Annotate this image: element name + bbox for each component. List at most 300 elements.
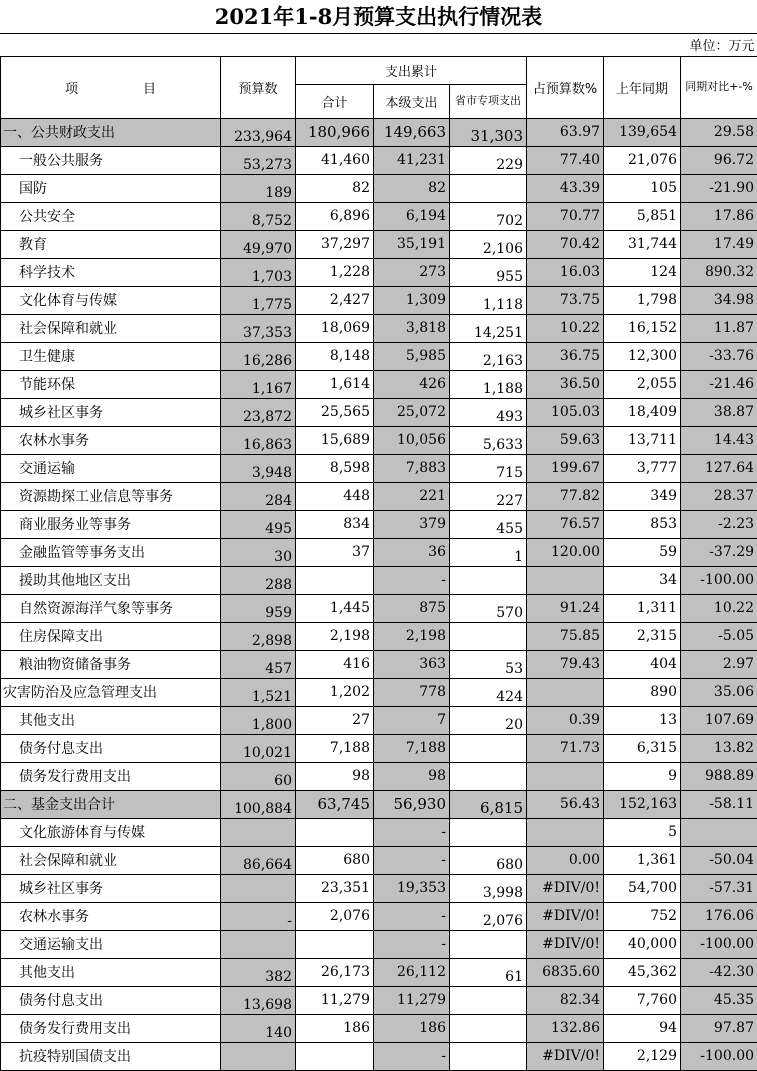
pct-budget-cell: #DIV/0!	[527, 930, 604, 958]
header-budget: 预算数	[221, 56, 296, 118]
budget-cell: 284	[221, 482, 296, 510]
row-name: 粮油物资储备事务	[1, 650, 221, 678]
provincial-cell	[450, 986, 527, 1014]
yoy-cell: -21.90	[681, 174, 757, 202]
row-name: 公共安全	[1, 202, 221, 230]
provincial-cell: 61	[450, 958, 527, 986]
local-cell: 82	[374, 174, 450, 202]
table-row	[1, 370, 757, 398]
table-row	[1, 958, 757, 986]
last-year-cell: 34	[604, 566, 681, 594]
total-cell: 1,445	[296, 594, 374, 622]
pct-budget-cell: 63.97	[527, 118, 604, 146]
last-year-cell: 18,409	[604, 398, 681, 426]
last-year-cell: 40,000	[604, 930, 681, 958]
provincial-cell: 424	[450, 678, 527, 706]
budget-cell: 233,964	[221, 118, 296, 146]
provincial-cell: 680	[450, 846, 527, 874]
yoy-cell: 988.89	[681, 762, 757, 790]
pct-budget-cell: 76.57	[527, 510, 604, 538]
provincial-cell	[450, 818, 527, 846]
total-cell: 63,745	[296, 790, 374, 818]
unit-label: 单位：万元	[689, 39, 755, 55]
row-name: 交通运输	[1, 454, 221, 482]
table-row	[1, 818, 757, 846]
table-body	[1, 118, 757, 1070]
yoy-cell: 13.82	[681, 734, 757, 762]
local-cell: 778	[374, 678, 450, 706]
total-cell: 2,427	[296, 286, 374, 314]
provincial-cell: 570	[450, 594, 527, 622]
pct-budget-cell: 79.43	[527, 650, 604, 678]
provincial-cell: 955	[450, 258, 527, 286]
yoy-cell: -100.00	[681, 930, 757, 958]
table-row	[1, 314, 757, 342]
budget-cell: 1,775	[221, 286, 296, 314]
last-year-cell: 54,700	[604, 874, 681, 902]
total-cell: 11,279	[296, 986, 374, 1014]
row-name: 住房保障支出	[1, 622, 221, 650]
budget-cell: 100,884	[221, 790, 296, 818]
last-year-cell: 139,654	[604, 118, 681, 146]
row-name: 科学技术	[1, 258, 221, 286]
total-cell: 37	[296, 538, 374, 566]
provincial-cell	[450, 1014, 527, 1042]
last-year-cell: 2,055	[604, 370, 681, 398]
budget-cell: 53,273	[221, 146, 296, 174]
pct-budget-cell: 6835.60	[527, 958, 604, 986]
yoy-cell: -21.46	[681, 370, 757, 398]
budget-cell: 288	[221, 566, 296, 594]
total-cell: 23,351	[296, 874, 374, 902]
budget-cell: 37,353	[221, 314, 296, 342]
row-name: 社会保障和就业	[1, 846, 221, 874]
last-year-cell: 16,152	[604, 314, 681, 342]
table-row	[1, 930, 757, 958]
local-cell: -	[374, 902, 450, 930]
total-cell: 8,598	[296, 454, 374, 482]
pct-budget-cell: 0.39	[527, 706, 604, 734]
pct-budget-cell: #DIV/0!	[527, 1042, 604, 1070]
last-year-cell: 1,798	[604, 286, 681, 314]
local-cell: -	[374, 1042, 450, 1070]
last-year-cell: 349	[604, 482, 681, 510]
budget-cell: 1,521	[221, 678, 296, 706]
total-cell: 2,076	[296, 902, 374, 930]
yoy-cell: 890.32	[681, 258, 757, 286]
yoy-cell: 45.35	[681, 986, 757, 1014]
yoy-cell: 2.97	[681, 650, 757, 678]
local-cell: 19,353	[374, 874, 450, 902]
pct-budget-cell: 105.03	[527, 398, 604, 426]
header-row-1	[1, 56, 757, 84]
row-name: 债务发行费用支出	[1, 1014, 221, 1042]
provincial-cell: 455	[450, 510, 527, 538]
yoy-cell: 34.98	[681, 286, 757, 314]
row-name: 商业服务业等事务	[1, 510, 221, 538]
header-cumulative: 支出累计	[296, 56, 527, 84]
table-row	[1, 902, 757, 930]
total-cell: 26,173	[296, 958, 374, 986]
pct-budget-cell: 56.43	[527, 790, 604, 818]
table-row	[1, 426, 757, 454]
row-name: 农林水事务	[1, 902, 221, 930]
total-cell: 27	[296, 706, 374, 734]
local-cell: 7,188	[374, 734, 450, 762]
yoy-cell: 127.64	[681, 454, 757, 482]
yoy-cell: 11.87	[681, 314, 757, 342]
total-cell: 1,614	[296, 370, 374, 398]
local-cell: 875	[374, 594, 450, 622]
local-cell: -	[374, 846, 450, 874]
provincial-cell	[450, 734, 527, 762]
header-pct-budget: 占预算数%	[527, 56, 604, 118]
total-cell: 7,188	[296, 734, 374, 762]
header-last-year: 上年同期	[604, 56, 681, 118]
row-name: 金融监管等事务支出	[1, 538, 221, 566]
yoy-cell: -37.29	[681, 538, 757, 566]
budget-cell: 8,752	[221, 202, 296, 230]
pct-budget-cell: 71.73	[527, 734, 604, 762]
pct-budget-cell: 82.34	[527, 986, 604, 1014]
local-cell: 56,930	[374, 790, 450, 818]
table-row	[1, 202, 757, 230]
table-row	[1, 566, 757, 594]
last-year-cell: 752	[604, 902, 681, 930]
yoy-cell: -42.30	[681, 958, 757, 986]
budget-cell: 1,800	[221, 706, 296, 734]
row-name: 资源勘探工业信息等事务	[1, 482, 221, 510]
last-year-cell: 1,311	[604, 594, 681, 622]
budget-cell: 23,872	[221, 398, 296, 426]
row-name: 自然资源海洋气象等事务	[1, 594, 221, 622]
pct-budget-cell: 0.00	[527, 846, 604, 874]
local-cell: 2,198	[374, 622, 450, 650]
local-cell: 11,279	[374, 986, 450, 1014]
yoy-cell: 97.87	[681, 1014, 757, 1042]
table-row	[1, 622, 757, 650]
last-year-cell: 13	[604, 706, 681, 734]
row-name: 一、公共财政支出	[1, 118, 221, 146]
local-cell: 5,985	[374, 342, 450, 370]
pct-budget-cell: 70.77	[527, 202, 604, 230]
yoy-cell: 29.58	[681, 118, 757, 146]
budget-cell: 189	[221, 174, 296, 202]
yoy-cell	[681, 818, 757, 846]
local-cell: 186	[374, 1014, 450, 1042]
table-row	[1, 342, 757, 370]
budget-cell: 1,703	[221, 258, 296, 286]
table-row	[1, 874, 757, 902]
last-year-cell: 2,315	[604, 622, 681, 650]
row-name: 卫生健康	[1, 342, 221, 370]
local-cell: -	[374, 566, 450, 594]
total-cell: 834	[296, 510, 374, 538]
header-local: 本级支出	[374, 84, 450, 118]
yoy-cell: 17.86	[681, 202, 757, 230]
total-cell: 41,460	[296, 146, 374, 174]
last-year-cell: 21,076	[604, 146, 681, 174]
budget-cell	[221, 930, 296, 958]
table-row	[1, 1014, 757, 1042]
budget-cell: 959	[221, 594, 296, 622]
local-cell: 363	[374, 650, 450, 678]
table-row	[1, 482, 757, 510]
provincial-cell: 715	[450, 454, 527, 482]
last-year-cell: 5,851	[604, 202, 681, 230]
table-row	[1, 678, 757, 706]
last-year-cell: 152,163	[604, 790, 681, 818]
table-row	[1, 734, 757, 762]
budget-cell	[221, 874, 296, 902]
total-cell	[296, 1042, 374, 1070]
yoy-cell: -5.05	[681, 622, 757, 650]
last-year-cell: 9	[604, 762, 681, 790]
local-cell: 36	[374, 538, 450, 566]
budget-cell: 2,898	[221, 622, 296, 650]
yoy-cell: -50.04	[681, 846, 757, 874]
yoy-cell: 17.49	[681, 230, 757, 258]
table-row	[1, 398, 757, 426]
yoy-cell: -33.76	[681, 342, 757, 370]
yoy-cell: 14.43	[681, 426, 757, 454]
budget-cell: 16,863	[221, 426, 296, 454]
header-item: 项 目	[1, 56, 221, 118]
yoy-cell: -57.31	[681, 874, 757, 902]
total-cell	[296, 930, 374, 958]
yoy-cell: 10.22	[681, 594, 757, 622]
provincial-cell: 3,998	[450, 874, 527, 902]
budget-cell: 49,970	[221, 230, 296, 258]
total-cell: 1,202	[296, 678, 374, 706]
row-name: 教育	[1, 230, 221, 258]
total-cell: 82	[296, 174, 374, 202]
local-cell: 10,056	[374, 426, 450, 454]
provincial-cell: 1	[450, 538, 527, 566]
local-cell: 273	[374, 258, 450, 286]
pct-budget-cell	[527, 678, 604, 706]
provincial-cell: 702	[450, 202, 527, 230]
total-cell: 8,148	[296, 342, 374, 370]
budget-cell: 60	[221, 762, 296, 790]
provincial-cell: 5,633	[450, 426, 527, 454]
table-row	[1, 146, 757, 174]
budget-cell: 30	[221, 538, 296, 566]
provincial-cell: 1,188	[450, 370, 527, 398]
total-cell: 98	[296, 762, 374, 790]
provincial-cell: 227	[450, 482, 527, 510]
pct-budget-cell: 77.40	[527, 146, 604, 174]
page-title: 2021年1-8月预算支出执行情况表	[0, 0, 757, 34]
row-name: 抗疫特别国债支出	[1, 1042, 221, 1070]
local-cell: 1,309	[374, 286, 450, 314]
row-name: 城乡社区事务	[1, 398, 221, 426]
yoy-cell: 176.06	[681, 902, 757, 930]
pct-budget-cell: 70.42	[527, 230, 604, 258]
local-cell: 426	[374, 370, 450, 398]
row-name: 二、基金支出合计	[1, 790, 221, 818]
last-year-cell: 3,777	[604, 454, 681, 482]
local-cell: 149,663	[374, 118, 450, 146]
total-cell: 186	[296, 1014, 374, 1042]
budget-cell: 16,286	[221, 342, 296, 370]
pct-budget-cell: 59.63	[527, 426, 604, 454]
local-cell: 41,231	[374, 146, 450, 174]
table-row	[1, 118, 757, 146]
yoy-cell: -100.00	[681, 1042, 757, 1070]
budget-cell: 86,664	[221, 846, 296, 874]
local-cell: 6,194	[374, 202, 450, 230]
budget-cell: 1,167	[221, 370, 296, 398]
yoy-cell: -2.23	[681, 510, 757, 538]
pct-budget-cell: 75.85	[527, 622, 604, 650]
provincial-cell: 2,106	[450, 230, 527, 258]
row-name: 节能环保	[1, 370, 221, 398]
pct-budget-cell: 43.39	[527, 174, 604, 202]
local-cell: 98	[374, 762, 450, 790]
pct-budget-cell: #DIV/0!	[527, 874, 604, 902]
local-cell: 7	[374, 706, 450, 734]
table-row	[1, 790, 757, 818]
budget-cell: 382	[221, 958, 296, 986]
header-yoy: 同期对比+-%	[681, 56, 757, 118]
last-year-cell: 853	[604, 510, 681, 538]
provincial-cell: 31,303	[450, 118, 527, 146]
last-year-cell: 5	[604, 818, 681, 846]
table-row	[1, 650, 757, 678]
table-row	[1, 286, 757, 314]
budget-cell: 13,698	[221, 986, 296, 1014]
local-cell: 221	[374, 482, 450, 510]
local-cell: 7,883	[374, 454, 450, 482]
header-total: 合计	[296, 84, 374, 118]
table-row	[1, 230, 757, 258]
provincial-cell: 53	[450, 650, 527, 678]
pct-budget-cell: 91.24	[527, 594, 604, 622]
table-row	[1, 594, 757, 622]
provincial-cell	[450, 930, 527, 958]
table-row	[1, 706, 757, 734]
local-cell: 26,112	[374, 958, 450, 986]
last-year-cell: 12,300	[604, 342, 681, 370]
budget-cell	[221, 818, 296, 846]
total-cell: 448	[296, 482, 374, 510]
row-name: 债务付息支出	[1, 734, 221, 762]
row-name: 援助其他地区支出	[1, 566, 221, 594]
yoy-cell: -100.00	[681, 566, 757, 594]
pct-budget-cell: #DIV/0!	[527, 902, 604, 930]
local-cell: 3,818	[374, 314, 450, 342]
last-year-cell: 31,744	[604, 230, 681, 258]
yoy-cell: 28.37	[681, 482, 757, 510]
row-name: 文化旅游体育与传媒	[1, 818, 221, 846]
total-cell: 25,565	[296, 398, 374, 426]
local-cell: -	[374, 818, 450, 846]
budget-cell: -	[221, 902, 296, 930]
last-year-cell: 7,760	[604, 986, 681, 1014]
pct-budget-cell: 120.00	[527, 538, 604, 566]
row-name: 一般公共服务	[1, 146, 221, 174]
yoy-cell: 107.69	[681, 706, 757, 734]
row-name: 其他支出	[1, 706, 221, 734]
pct-budget-cell: 132.86	[527, 1014, 604, 1042]
total-cell	[296, 566, 374, 594]
pct-budget-cell: 10.22	[527, 314, 604, 342]
last-year-cell: 105	[604, 174, 681, 202]
last-year-cell: 890	[604, 678, 681, 706]
provincial-cell: 229	[450, 146, 527, 174]
provincial-cell: 2,076	[450, 902, 527, 930]
pct-budget-cell	[527, 818, 604, 846]
pct-budget-cell: 36.75	[527, 342, 604, 370]
yoy-cell: -58.11	[681, 790, 757, 818]
budget-cell	[221, 1042, 296, 1070]
total-cell: 1,228	[296, 258, 374, 286]
pct-budget-cell: 199.67	[527, 454, 604, 482]
provincial-cell: 493	[450, 398, 527, 426]
total-cell: 680	[296, 846, 374, 874]
last-year-cell: 13,711	[604, 426, 681, 454]
provincial-cell	[450, 762, 527, 790]
table-row	[1, 174, 757, 202]
row-name: 交通运输支出	[1, 930, 221, 958]
total-cell: 416	[296, 650, 374, 678]
yoy-cell: 35.06	[681, 678, 757, 706]
provincial-cell	[450, 622, 527, 650]
total-cell	[296, 818, 374, 846]
local-cell: 35,191	[374, 230, 450, 258]
total-cell: 18,069	[296, 314, 374, 342]
total-cell: 37,297	[296, 230, 374, 258]
provincial-cell: 14,251	[450, 314, 527, 342]
budget-cell: 140	[221, 1014, 296, 1042]
total-cell: 6,896	[296, 202, 374, 230]
last-year-cell: 94	[604, 1014, 681, 1042]
header-provincial: 省市专项支出	[450, 84, 527, 118]
total-cell: 180,966	[296, 118, 374, 146]
provincial-cell	[450, 174, 527, 202]
last-year-cell: 6,315	[604, 734, 681, 762]
provincial-cell: 20	[450, 706, 527, 734]
pct-budget-cell	[527, 566, 604, 594]
table-row	[1, 846, 757, 874]
row-name: 城乡社区事务	[1, 874, 221, 902]
local-cell: 25,072	[374, 398, 450, 426]
pct-budget-cell: 16.03	[527, 258, 604, 286]
row-name: 社会保障和就业	[1, 314, 221, 342]
last-year-cell: 404	[604, 650, 681, 678]
table-row	[1, 762, 757, 790]
provincial-cell: 1,118	[450, 286, 527, 314]
pct-budget-cell: 73.75	[527, 286, 604, 314]
last-year-cell: 45,362	[604, 958, 681, 986]
local-cell: 379	[374, 510, 450, 538]
table-row	[1, 454, 757, 482]
budget-cell: 10,021	[221, 734, 296, 762]
unit-row	[1, 34, 757, 56]
last-year-cell: 59	[604, 538, 681, 566]
row-name: 债务付息支出	[1, 986, 221, 1014]
yoy-cell: 38.87	[681, 398, 757, 426]
pct-budget-cell: 36.50	[527, 370, 604, 398]
provincial-cell	[450, 1042, 527, 1070]
local-cell: -	[374, 930, 450, 958]
row-name: 债务发行费用支出	[1, 762, 221, 790]
budget-cell: 457	[221, 650, 296, 678]
table-row	[1, 258, 757, 286]
row-name: 灾害防治及应急管理支出	[1, 678, 221, 706]
provincial-cell: 2,163	[450, 342, 527, 370]
